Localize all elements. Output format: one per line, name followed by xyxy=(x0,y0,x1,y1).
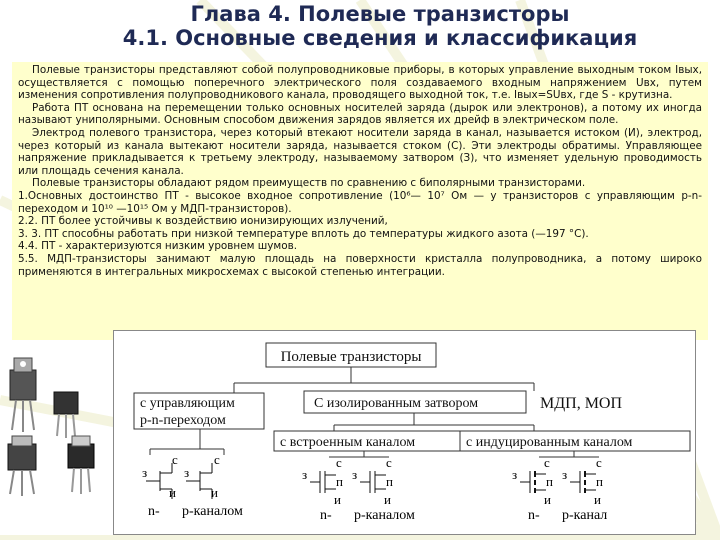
chapter-title: Глава 4. Полевые транзисторы xyxy=(190,2,570,26)
pin-gate-label: з xyxy=(512,467,518,482)
diagram-builtin: с встроенным каналом xyxy=(280,435,416,450)
pin-gate-label: з xyxy=(352,467,358,482)
pin-source-label: и xyxy=(169,485,176,500)
section-title: 4.1. Основные сведения и классификация xyxy=(122,26,638,50)
pin-source-label: и xyxy=(544,492,551,507)
text-body xyxy=(12,62,708,340)
mosfet-induced-n-symbol-icon xyxy=(520,471,546,493)
pin-gate-label: з xyxy=(562,467,568,482)
diagram-left-branch: p-n-переходом xyxy=(140,413,226,428)
transistor-package-icon xyxy=(68,436,94,494)
paragraph: Полевые транзисторы обладают рядом преимуществ по сравнению с биполярными транзисторами. xyxy=(32,177,586,190)
pin-substrate-label: п xyxy=(336,474,343,489)
list-item: 4.4. ПТ - характеризуются низким уровнем шумов. xyxy=(18,240,298,253)
channel-n-label: n- xyxy=(528,508,540,523)
diagram-root: Полевые транзисторы xyxy=(280,349,422,365)
pin-source-label: и xyxy=(594,492,601,507)
paragraph: Полевые транзисторы представляют собой полупроводниковые приборы, в которых управление выходным током Iвых, осуществляется с помощью поперечного электрического поля создаваемого входным напряжением Uвх, путем изменения сопротивления полупроводникового канала, проводящего выходной ток, т.е. Iвых=SUвх, где S - крутизна. xyxy=(18,64,702,102)
paragraph: Работа ПТ основана на перемещении только основных носителей заряда (дырок или электронов), а потому их иногда называют униполярными. Основным способом движения зарядов является их дрейф в электрическом поле. xyxy=(18,101,702,127)
transistor-package-icon xyxy=(54,392,78,438)
paragraph: Электрод полевого транзистора, через который втекают носители заряда в канал, называется истоком (И), электрод, через который из канала вытекают носители заряда, называется стоком (С). Эти электроды обратимы. Управляющее напряжение прикладывается к третьему электроду, называемому затвором (З), что изменяет удельную проводимость или площадь сечения канала. xyxy=(18,126,702,177)
list-item: 5.5. МДП-транзисторы занимают малую площадь на поверхности кристалла полупроводника, а потому широко применяются в интегральных микросхемах с высокой степенью интеграции. xyxy=(18,252,702,278)
pin-source-label: и xyxy=(384,492,391,507)
diagram-induced: с индуцированным каналом xyxy=(466,435,633,450)
transistor-package-icon xyxy=(8,436,36,496)
jfet-p-symbol-icon xyxy=(186,463,212,499)
pin-source-label: и xyxy=(334,492,341,507)
pin-drain-label: с xyxy=(596,455,602,470)
pin-drain-label: с xyxy=(336,455,342,470)
list-item: 1.Основных достоинство ПТ - высокое входное сопротивление (10⁶— 10⁷ Ом — у транзисторов с управляющим p-n-переходом и 10¹⁰ —10¹⁵ Ом у МДП-транзисторов). xyxy=(18,189,702,215)
channel-n-label: n- xyxy=(320,508,332,523)
pin-drain-label: с xyxy=(172,452,178,467)
pin-drain-label: с xyxy=(544,455,550,470)
channel-p-label: р-каналом xyxy=(182,504,243,519)
pin-substrate-label: п xyxy=(596,474,603,489)
transistor-photo xyxy=(2,352,110,502)
pin-drain-label: с xyxy=(214,452,220,467)
channel-p-label: р-канал xyxy=(562,508,608,523)
transistor-package-icon xyxy=(10,358,36,432)
mosfet-builtin-p-symbol-icon xyxy=(360,471,386,493)
diagram-left-branch: с управляющим xyxy=(140,396,235,411)
pin-gate-label: з xyxy=(142,465,148,480)
classification-diagram xyxy=(113,330,696,535)
pin-substrate-label: п xyxy=(546,474,553,489)
pin-source-label: и xyxy=(211,485,218,500)
diagram-right-alias: МДП, МОП xyxy=(540,395,623,412)
pin-substrate-label: п xyxy=(386,474,393,489)
channel-n-label: n- xyxy=(148,504,160,519)
mosfet-builtin-n-symbol-icon xyxy=(310,471,336,493)
list-item: 2.2. ПТ более устойчивы к воздействию ионизирующих излучений, xyxy=(18,215,388,228)
diagram-right-branch: С изолированным затвором xyxy=(314,396,479,411)
list-item: 3. 3. ПТ способны работать при низкой температуре вплоть до температуры жидкого азота (—197 °С). xyxy=(18,227,589,240)
channel-p-label: р-каналом xyxy=(354,508,415,523)
pin-gate-label: з xyxy=(184,465,190,480)
pin-gate-label: з xyxy=(302,467,308,482)
pin-drain-label: с xyxy=(386,455,392,470)
mosfet-induced-p-symbol-icon xyxy=(570,471,596,493)
